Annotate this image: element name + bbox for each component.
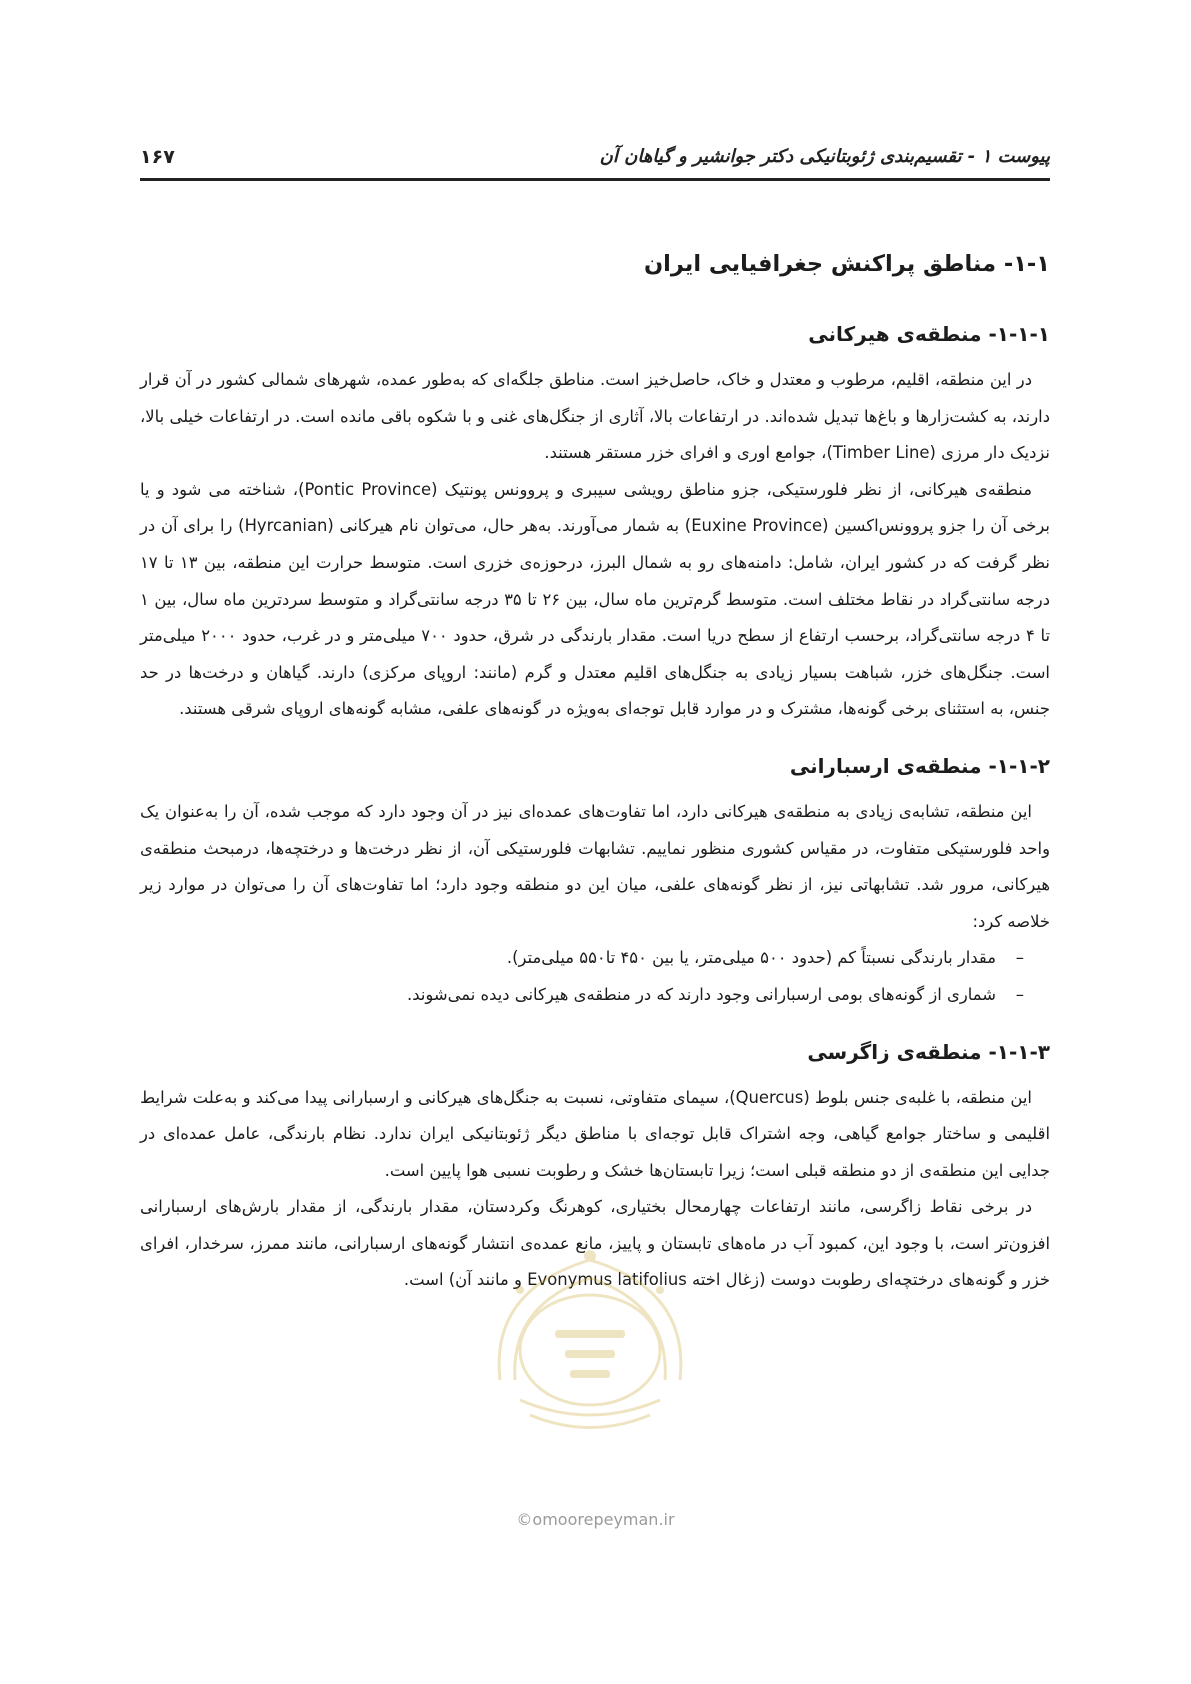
section-heading: ۱-۱- مناطق پراکنش جغرافیایی ایران (643, 251, 1050, 277)
paragraph: این منطقه، تشابه‌ی زیادی به منطقه‌ی هیرکانی دارد، اما تفاوت‌های عمده‌ای نیز در آن وجود دارد که موجب شده، آن را به‌عنوان یک واحد فلورستیکی متفاوت، در مقیاس کشوری منظور نماییم. تشابهات فلورستیکی آن، از نظر درخت‌ها و درختچه‌ها، درمبحث منطقه‌ی هیرکانی، مرور شد. تشابهاتی نیز، از نظر گونه‌های علفی، میان این دو منطقه وجود دارد؛ اما تفاوت‌های آن را می‌توان در موارد زیر خلاصه کرد: (140, 801, 1050, 931)
subsection-heading-hyrcanian: ۱-۱-۱- منطقه‌ی هیرکانی (808, 322, 1050, 346)
paragraph: منطقه‌ی هیرکانی، از نظر فلورستیکی، جزو مناطق رویشی سیبری و پروونس پونتیک (Pontic Province)، شناخته می شود و یا برخی آن را جزو پروونس‌اکسین (Euxine Province) به شمار می‌آورند. به‌هر حال، می‌توان نام هیرکانی (Hyrcanian) را برای آن در نظر گرفت که در کشور ایران، شامل: دامنه‌های رو به شمال البرز، درحوزه‌ی خزری است. متوسط حرارت این منطقه، بین ۱۳ تا ۱۷ درجه سانتی‌گراد در نقاط مختلف است. متوسط گرم‌ترین ماه سال، بین ۲۶ تا ۳۵ درجه سانتی‌گراد و متوسط سردترین ماه سال، بین ۱ تا ۴ درجه سانتی‌گراد، برحسب ارتفاع از سطح دریا است. مقدار بارندگی در شرق، حدود ۷۰۰ میلی‌متر و در غرب، حدود ۲۰۰۰ میلی‌متر است. جنگل‌های خزر، شباهت بسیار زیادی به جنگل‌های اقلیم معتدل و گرم (مانند: اروپای مرکزی) دارند. گیاهان و درخت‌ها در حد جنس، به استثنای برخی گونه‌ها، مشترک و در موارد قابل توجه‌ای به‌ویژه در گونه‌های علفی، مشابه گونه‌های اروپای شرقی هستند. (140, 479, 1051, 719)
paragraph: این منطقه، با غلبه‌ی جنس بلوط (Quercus)، سیمای متفاوتی، نسبت به جنگل‌های هیرکانی و ارسبارانی پیدا می‌کند و به‌علت شرایط اقلیمی و ساختار جوامع گیاهی، وجه اشتراک قابل توجه‌ای با مناطق دیگر ژئوبتانیکی ایران ندارد. نظام بارندگی، عامل عمده‌ای در جدایی این منطقه‌ی از دو منطقه قبلی است؛ زیرا تابستان‌ها خشک و رطوبت نسبی هوا پایین است. (140, 1087, 1050, 1180)
dash-bullet-icon: – (1015, 984, 1024, 1004)
running-header-title: پیوست ۱ - تقسیم‌بندی ژئوبتانیکی دکتر جوانشیر و گیاهان آن (599, 146, 1050, 167)
list-item (140, 977, 1024, 1014)
list-item (140, 940, 1024, 977)
list-item-text: مقدار بارندگی نسبتاً کم (حدود ۵۰۰ میلی‌متر، یا بین ۴۵۰ تا۵۵۰ میلی‌متر). (506, 948, 996, 968)
watermark-seal-logo (460, 1230, 720, 1450)
bullet-list (140, 940, 1050, 1013)
subsection-heading-zagros: ۱-۱-۳- منطقه‌ی زاگرسی (807, 1039, 1050, 1064)
list-item-text: شماری از گونه‌های بومی ارسبارانی وجود دارند که در منطقه‌ی هیرکانی دیده نمی‌شوند. (407, 984, 996, 1004)
page-number: ۱۶۷ (140, 146, 175, 168)
copyright-icon: © (516, 1510, 533, 1529)
header-rule (140, 178, 1050, 181)
running-header (140, 140, 1050, 180)
dash-bullet-icon: – (1015, 948, 1024, 968)
page-body (140, 220, 1050, 1299)
watermark-url: ©omoorepeyman.ir (516, 1510, 675, 1529)
subsection-heading-arasbaran: ۱-۱-۲- منطقه‌ی ارسبارانی (789, 753, 1050, 778)
paragraph: در این منطقه، اقلیم، مرطوب و معتدل و خاک، حاصل‌خیز است. مناطق جلگه‌ای که به‌طور عمده، شهرهای شمالی کشور در آن قرار دارند، به کشت‌زارها و باغ‌ها تبدیل شده‌اند. در ارتفاعات بالا، آثاری از جنگل‌های غنی و با شکوه باقی مانده است. در ارتفاعات خیلی بالا، نزدیک دار مرزی (Timber Line)، جوامع اوری و افرای خزر مستقر هستند. (140, 370, 1050, 463)
paragraph: در برخی نقاط زاگرسی، مانند ارتفاعات چهارمحال بختیاری، کوهرنگ وکردستان، مقدار بارندگی، از مقدار بارش‌های ارسبارانی افزون‌تر است، با وجود این، کمبود آب در ماه‌های تابستان و پاییز، مانع عمده‌ی انتشار گونه‌های ارسبارانی، مانند ممرز، سرخدار، افرای خزر و گونه‌های درختچه‌ای رطوبت دوست (زغال اخته Evonymus latifolius و مانند آن) است. (140, 1197, 1050, 1290)
